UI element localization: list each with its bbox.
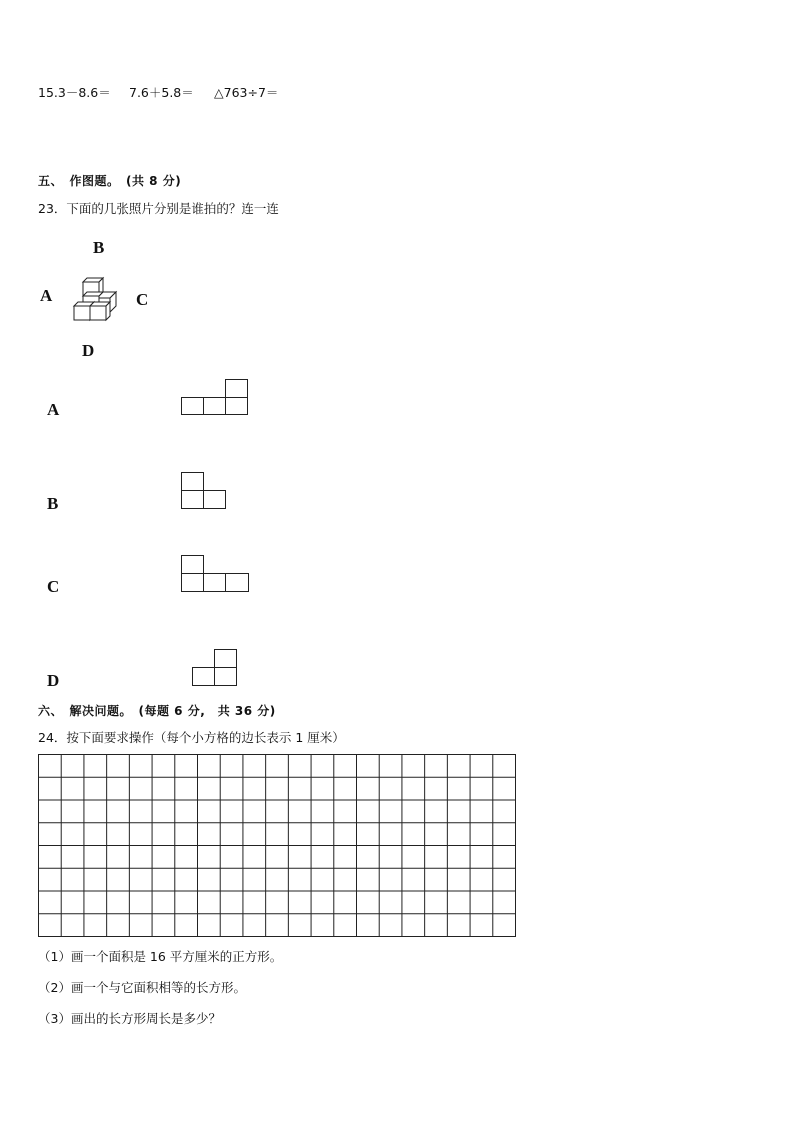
calc-expression-2: 7.6＋5.8＝ (129, 85, 194, 100)
view-label-b: B (47, 494, 59, 513)
view-label-d: D (47, 671, 60, 690)
question-24-prompt: 24．按下面要求操作（每个小方格的边长表示 1 厘米） (38, 730, 345, 745)
question-24-part-1: （1）画一个面积是 16 平方厘米的正方形。 (38, 949, 283, 964)
square-grid (38, 754, 516, 937)
cube-label-d: D (82, 341, 95, 360)
view-shape-d (192, 649, 238, 687)
cube-label-a: A (40, 286, 53, 305)
view-shape-c (181, 555, 251, 593)
cube-label-c: C (136, 290, 149, 309)
cube-label-b: B (93, 238, 105, 257)
question-24-part-3: （3）画出的长方形周长是多少？ (38, 1011, 221, 1026)
view-label-a: A (47, 400, 60, 419)
section-5-heading: 五、 作图题。 (共 8 分) (38, 174, 182, 188)
calc-expression-1: 15.3－8.6＝ (38, 85, 111, 100)
view-shape-a (181, 379, 249, 416)
cube-stack-figure (70, 270, 126, 328)
section-6-heading: 六、 解决问题。 (每题 6 分, 共 36 分) (38, 704, 276, 718)
question-24-part-2: （2）画一个与它面积相等的长方形。 (38, 980, 246, 995)
question-23-prompt: 23．下面的几张照片分别是谁拍的？连一连 (38, 201, 279, 216)
calc-expression-3: △763÷7＝ (214, 85, 279, 100)
view-label-c: C (47, 577, 60, 596)
view-shape-b (181, 472, 227, 510)
